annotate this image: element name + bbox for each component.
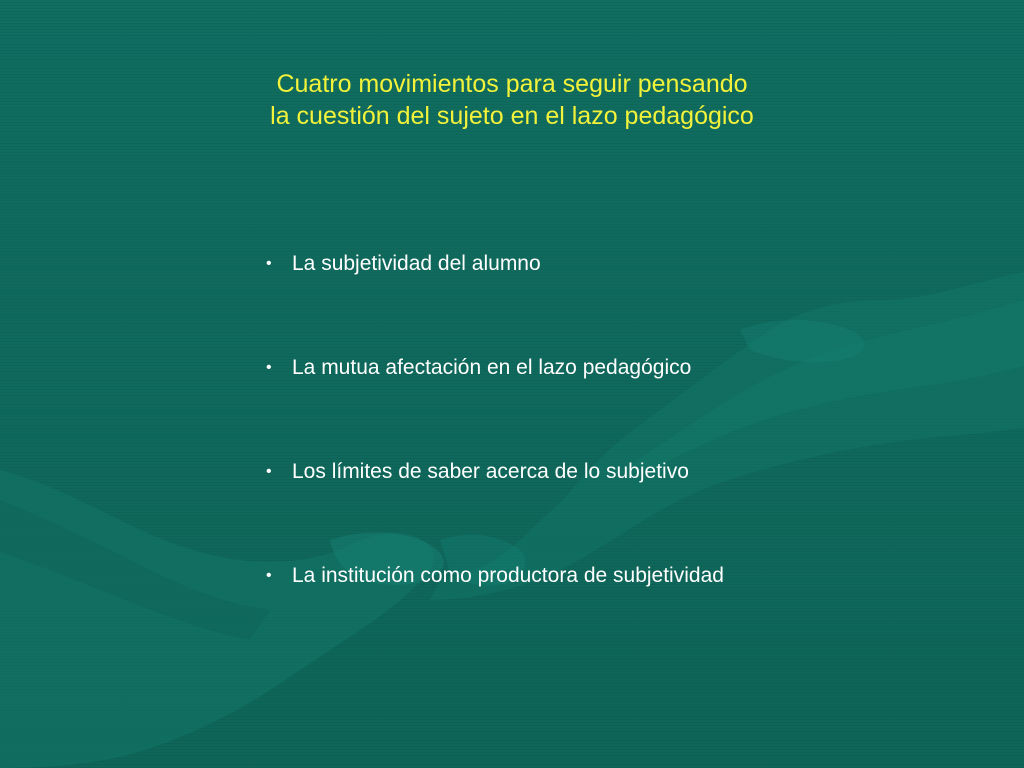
- bullet-text: La mutua afectación en el lazo pedagógico: [292, 356, 692, 379]
- bullet-dot-icon: •: [266, 255, 272, 272]
- bullet-text: La institución como productora de subjetividad: [292, 564, 724, 587]
- slide-title-line-2: la cuestión del sujeto en el lazo pedagógico: [270, 102, 754, 130]
- bullet-text: La subjetividad del alumno: [292, 252, 541, 275]
- slide-title-line-1: Cuatro movimientos para seguir pensando: [276, 70, 748, 98]
- bullet-dot-icon: •: [266, 359, 272, 376]
- slide-title: [112, 68, 912, 132]
- bullet-dot-icon: •: [266, 463, 272, 480]
- bullet-dot-icon: •: [266, 567, 272, 584]
- bullet-text: Los límites de saber acerca de lo subjetivo: [292, 460, 689, 483]
